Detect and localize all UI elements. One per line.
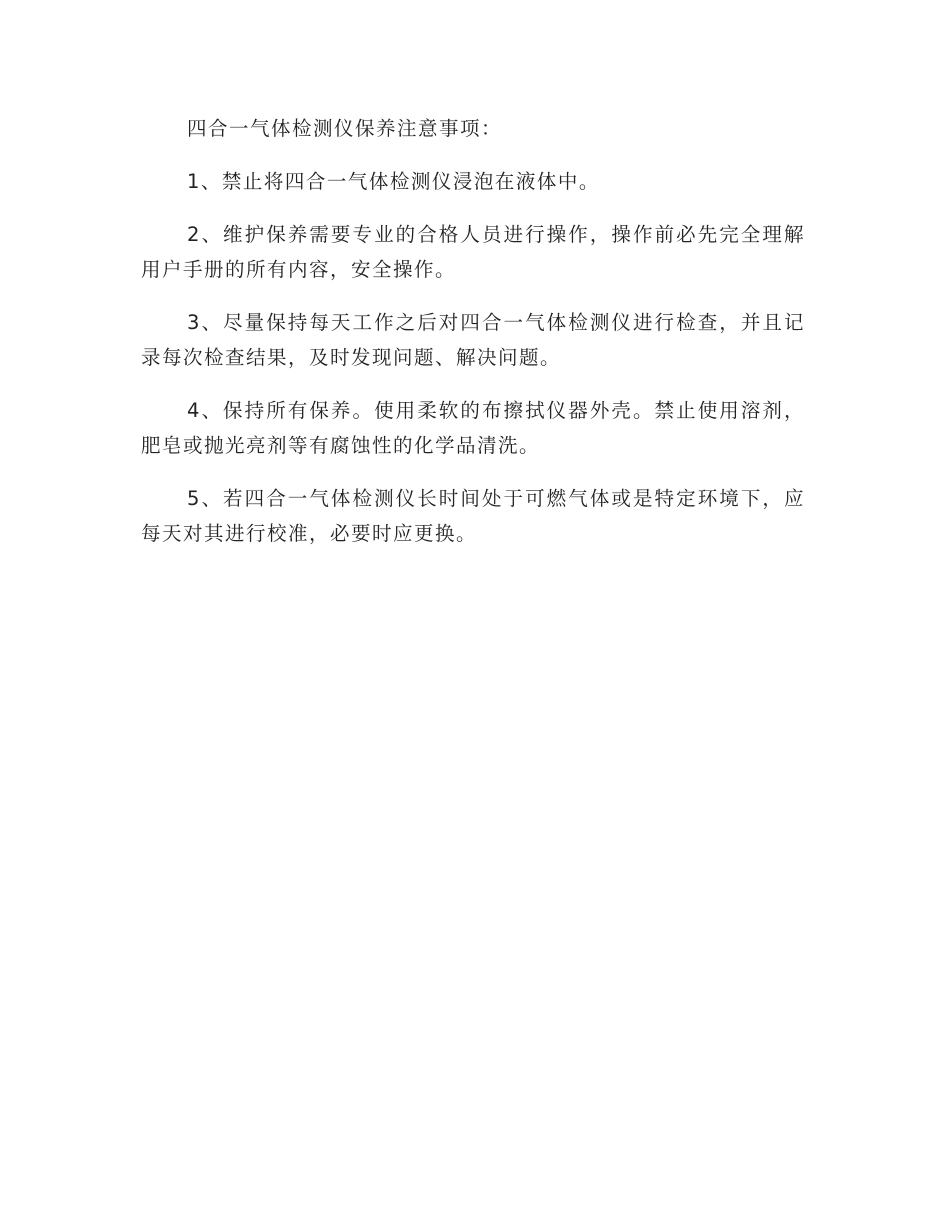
document-body	[141, 111, 805, 569]
list-item: 2、维护保养需要专业的合格人员进行操作，操作前必先完全理解用户手册的所有内容，安全操作。	[141, 223, 805, 281]
list-item: 4、保持所有保养。使用柔软的布擦拭仪器外壳。禁止使用溶剂，肥皂或抛光亮剂等有腐蚀性的化学品清洗。	[141, 399, 805, 457]
document-heading: 四合一气体检测仪保养注意事项：	[187, 117, 503, 140]
list-item: 1、禁止将四合一气体检测仪浸泡在液体中。	[187, 170, 600, 193]
list-item: 5、若四合一气体检测仪长时间处于可燃气体或是特定环境下，应每天对其进行校准，必要时应更换。	[141, 487, 805, 545]
list-item: 3、尽量保持每天工作之后对四合一气体检测仪进行检查，并且记录每次检查结果，及时发现问题、解决问题。	[141, 311, 805, 369]
